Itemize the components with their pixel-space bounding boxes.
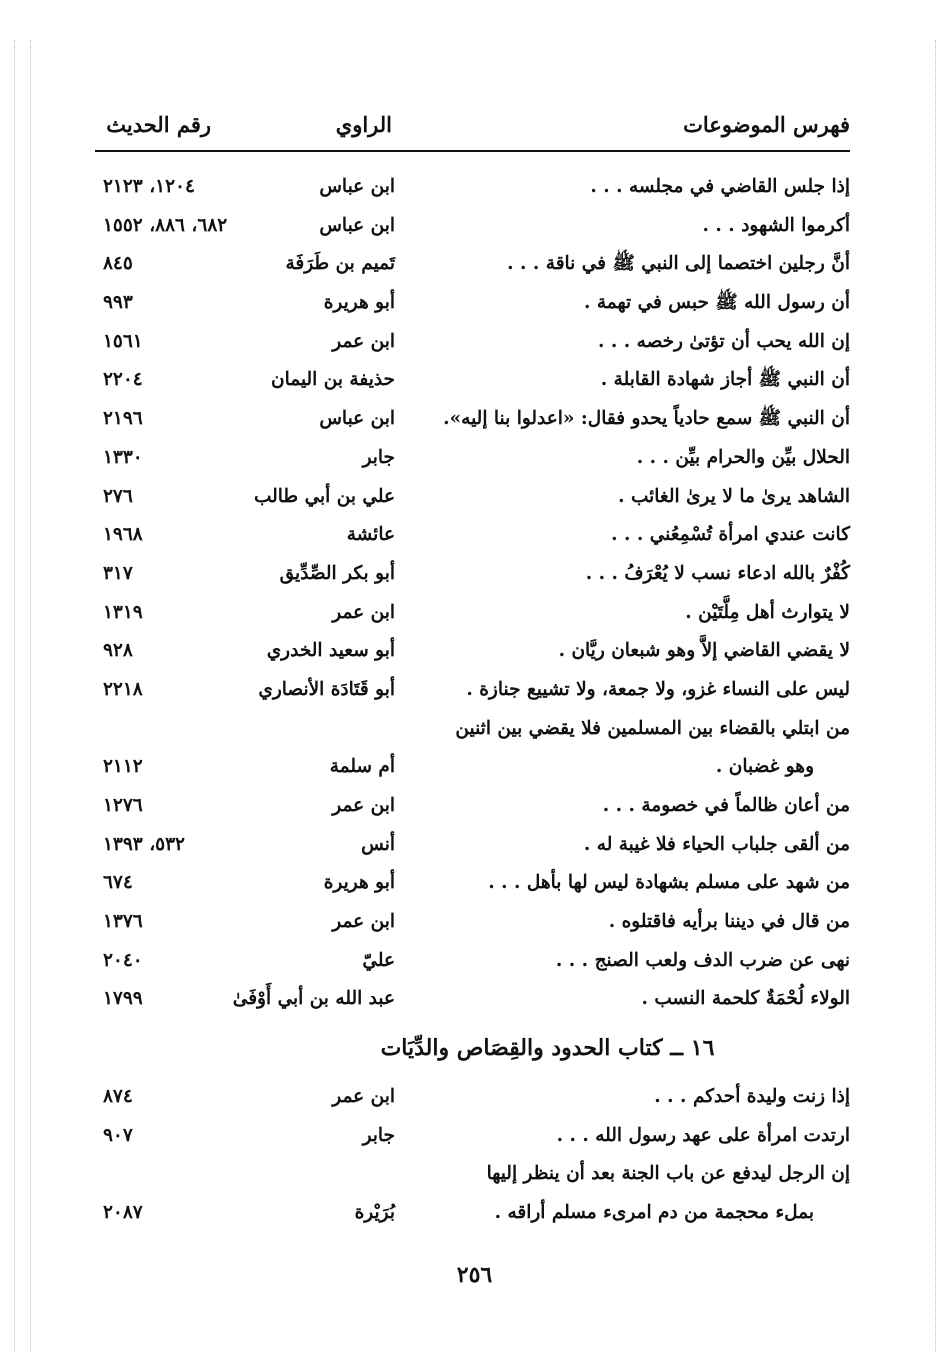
row-narrator: ابن عمر: [332, 1086, 395, 1107]
row-hadith-number: ٢٢١٨: [103, 678, 143, 700]
table-row: [95, 673, 850, 712]
table-row: [95, 1119, 850, 1158]
row-narrator: ابن عمر: [332, 330, 395, 352]
row-topic: إذا جلس القاضي في مجلسه . . .: [590, 176, 850, 197]
row-narrator: ابن عباس: [319, 214, 395, 236]
row-narrator: عليّ: [362, 949, 395, 971]
table-row: [95, 480, 850, 519]
row-hadith-number: ١٣٧٦: [103, 911, 143, 933]
row-narrator: عبد الله بن أبي أَوْفَىٰ: [232, 988, 395, 1010]
table-row: [95, 518, 850, 557]
row-topic: كُفْرٌ بالله ادعاء نسب لا يُعْرَفُ . . .: [585, 562, 850, 584]
table-row: [95, 944, 850, 983]
row-topic: إن الرجل ليدفع عن باب الجنة بعد أن ينظر إليها: [486, 1163, 850, 1185]
row-hadith-number: ٣١٧: [103, 562, 133, 584]
row-topic: أنَّ رجلين اختصما إلى النبي ﷺ في ناقة . . .: [507, 253, 850, 275]
row-narrator: عائشة: [346, 524, 395, 546]
header-narrator: الراوي: [335, 112, 392, 137]
index-table: [95, 170, 850, 1021]
row-hadith-number: ١٧٩٩: [103, 988, 143, 1010]
row-narrator: ابن عباس: [319, 408, 395, 430]
page-edge-line: [14, 40, 15, 1352]
row-hadith-number: ٢٠٨٧: [103, 1202, 143, 1224]
row-narrator: أبو بكر الصِّدِّيق: [279, 562, 395, 584]
table-row: [95, 634, 850, 673]
row-narrator: علي بن أبي طالب: [253, 485, 395, 507]
row-topic: أن النبي ﷺ أجاز شهادة القابلة .: [600, 369, 850, 391]
row-narrator: ابن عباس: [319, 176, 395, 197]
row-topic: ليس على النساء غزو، ولا جمعة، ولا تشييع جنازة .: [466, 678, 850, 700]
table-row: [95, 441, 850, 480]
row-topic: من أعان ظالماً في خصومة . . .: [602, 795, 850, 816]
section-title: [95, 1035, 850, 1071]
row-hadith-number: ٢٧٦: [103, 485, 133, 507]
table-row: [95, 557, 850, 596]
row-hadith-number: ٩٠٧: [103, 1124, 133, 1146]
table-row: [95, 325, 850, 364]
row-narrator: حذيفة بن اليمان: [271, 369, 395, 391]
table-row: [95, 866, 850, 905]
table-row: [95, 363, 850, 402]
row-topic: أن النبي ﷺ سمع حادياً يحدو فقال: «اعدلوا بنا إليه».: [443, 408, 850, 430]
row-hadith-number: ١٢٠٤، ٢١٢٣: [103, 176, 195, 197]
row-narrator: تَميم بن طَرَفَة: [285, 253, 395, 275]
row-hadith-number: ١٣٣٠: [103, 446, 143, 468]
row-hadith-number: ٨٧٤: [103, 1086, 133, 1107]
page-edge-line: [935, 40, 936, 1352]
row-hadith-number: ١٥٦١: [103, 330, 143, 352]
table-row: [95, 982, 850, 1021]
row-topic: ارتدت امرأة على عهد رسول الله . . .: [556, 1124, 850, 1146]
row-topic: لا يقضي القاضي إلاَّ وهو شبعان ريَّان .: [558, 640, 850, 662]
index-table-section-16: [95, 1080, 850, 1235]
table-row: [95, 828, 850, 867]
row-hadith-number: ٨٤٥: [103, 253, 133, 275]
row-hadith-number: ٩٢٨: [103, 640, 133, 662]
table-row: [95, 402, 850, 441]
row-hadith-number: ٢٠٤٠: [103, 949, 143, 971]
row-narrator: أم سلمة: [329, 756, 395, 778]
table-row: [95, 1157, 850, 1196]
row-hadith-number: ٥٣٢، ١٣٩٣: [103, 833, 185, 855]
row-topic: من ألقى جلباب الحياء فلا غيبة له .: [583, 833, 850, 855]
table-row: [95, 1196, 850, 1235]
row-narrator: بُرَيْرة: [354, 1202, 395, 1224]
header-rule: [95, 150, 850, 152]
row-topic: وهو غضبان .: [715, 756, 814, 778]
row-topic: من ابتلي بالقضاء بين المسلمين فلا يقضي بين اثنين: [455, 717, 850, 739]
table-row: [95, 750, 850, 789]
row-narrator: أنس: [361, 833, 395, 855]
row-narrator: ابن عمر: [332, 601, 395, 623]
row-topic: لا يتوارث أهل مِلَّتَيْن .: [685, 601, 850, 623]
row-topic: من شهد على مسلم بشهادة ليس لها بأهل . . .: [488, 872, 850, 894]
table-row: [95, 712, 850, 751]
row-topic: أكرموا الشهود . . .: [702, 214, 850, 236]
row-topic: من قال في ديننا برأيه فاقتلوه .: [608, 911, 850, 933]
row-topic: بملء محجمة من دم امرىء مسلم أراقه .: [494, 1202, 814, 1224]
page-number: ٢٥٦: [456, 1262, 493, 1288]
header-topics: فهرس الموضوعات: [683, 112, 850, 137]
row-hadith-number: ٢٢٠٤: [103, 369, 143, 391]
row-topic: نهى عن ضرب الدف ولعب الصنج . . .: [555, 949, 850, 971]
row-hadith-number: ٦٨٢، ٨٨٦، ١٥٥٢: [103, 214, 228, 236]
row-narrator: أبو قَتَادَة الأنصاري: [258, 678, 395, 700]
row-topic: الشاهد يرىٰ ما لا يرىٰ الغائب .: [618, 485, 850, 507]
index-header: [95, 112, 850, 144]
row-topic: أن رسول الله ﷺ حبس في تهمة .: [583, 292, 850, 314]
row-narrator: ابن عمر: [332, 911, 395, 933]
row-narrator: أبو هريرة: [323, 872, 395, 894]
table-row: [95, 905, 850, 944]
row-topic: الولاء لُحْمَةٌ كلحمة النسب .: [641, 988, 850, 1010]
table-row: [95, 170, 850, 209]
table-row: [95, 789, 850, 828]
table-row: [95, 286, 850, 325]
row-topic: الحلال بيِّن والحرام بيِّن . . .: [636, 446, 850, 468]
row-hadith-number: ٢١١٢: [103, 756, 143, 778]
row-narrator: جابر: [362, 446, 395, 468]
row-topic: إن الله يحب أن تؤتىٰ رخصه . . .: [598, 330, 850, 352]
row-hadith-number: ١٢٧٦: [103, 795, 143, 816]
row-narrator: جابر: [362, 1124, 395, 1146]
table-row: [95, 596, 850, 635]
row-narrator: أبو هريرة: [323, 292, 395, 314]
table-row: [95, 1080, 850, 1119]
section-title-text: ١٦ ــ كتاب الحدود والقِصَاص والدِّيَات: [380, 1035, 715, 1061]
row-hadith-number: ٩٩٣: [103, 292, 133, 314]
row-hadith-number: ١٩٦٨: [103, 524, 143, 546]
row-narrator: أبو سعيد الخدري: [266, 640, 395, 662]
row-hadith-number: ٢١٩٦: [103, 408, 143, 430]
row-topic: كانت عندي امرأة تُسْمِعُني . . .: [611, 524, 850, 546]
table-row: [95, 247, 850, 286]
row-hadith-number: ١٣١٩: [103, 601, 143, 623]
page-edge-line: [30, 40, 31, 1352]
row-hadith-number: ٦٧٤: [103, 872, 133, 894]
table-row: [95, 209, 850, 248]
row-topic: إذا زنت وليدة أحدكم . . .: [654, 1086, 850, 1107]
row-narrator: ابن عمر: [332, 795, 395, 816]
header-hadith-number: رقم الحديث: [106, 112, 211, 137]
